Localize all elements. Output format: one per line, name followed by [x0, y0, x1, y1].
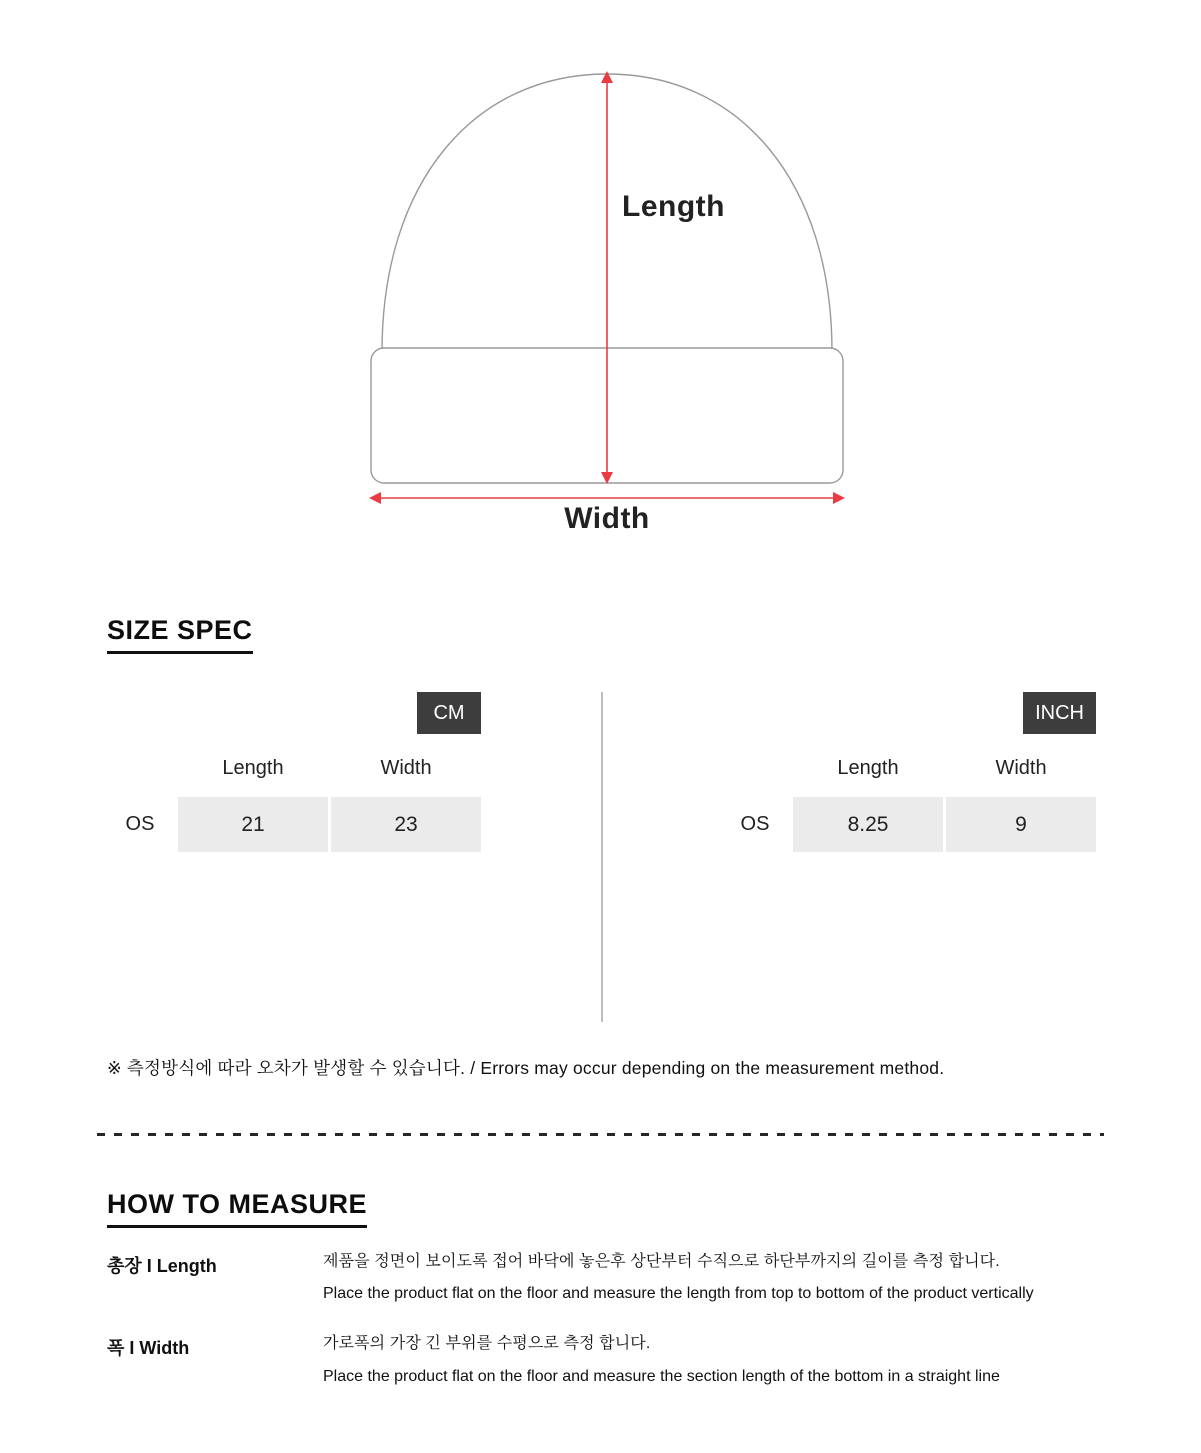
measure-desc-length	[323, 1250, 1034, 1305]
diagram-width-label: Width	[564, 502, 650, 535]
cm-width-value: 23	[331, 797, 481, 852]
inch-row-label-os: OS	[740, 813, 770, 835]
diagram-length-label: Length	[622, 190, 725, 223]
measure-label-length: 총장 I Length	[107, 1256, 217, 1276]
inch-size-table	[720, 692, 1096, 852]
measure-desc-length-ko: 제품을 정면이 보이도록 접어 바닥에 놓은후 상단부터 수직으로 하단부까지의 길이를 측정 합니다.	[323, 1253, 1000, 1270]
measure-row-length	[107, 1250, 1096, 1305]
cm-length-value: 21	[178, 797, 328, 852]
measure-desc-width	[323, 1332, 1000, 1387]
dashed-section-divider	[97, 1133, 1104, 1136]
how-to-measure-list	[107, 1250, 1096, 1388]
beanie-illustration	[368, 70, 846, 510]
inch-table-half	[601, 692, 1097, 1022]
measurement-error-note: ※ 측정방식에 따라 오차가 발생할 수 있습니다. / Errors may occur depending on the measurement method.	[107, 1058, 945, 1078]
size-spec-tables	[105, 692, 1096, 1022]
cm-col-width: Width	[380, 757, 432, 779]
measure-label-width: 폭 I Width	[107, 1338, 190, 1359]
cm-size-table	[105, 692, 481, 852]
size-spec-title: SIZE SPEC	[107, 615, 253, 654]
inch-badge-row	[720, 692, 1096, 734]
inch-unit-badge: INCH	[1023, 692, 1096, 734]
cm-unit-badge: CM	[417, 692, 481, 734]
measure-row-width	[107, 1332, 1096, 1387]
inch-col-length: Length	[837, 757, 899, 779]
inch-table-row-os	[720, 797, 1096, 852]
inch-table-header	[720, 757, 1096, 780]
how-to-measure-title: HOW TO MEASURE	[107, 1189, 367, 1228]
cm-badge-row	[105, 692, 481, 734]
cm-table-header	[105, 757, 481, 780]
measure-desc-width-en: Place the product flat on the floor and measure the section length of the bottom in a straight line	[323, 1367, 1000, 1385]
cm-col-length: Length	[222, 757, 284, 779]
inch-length-value: 8.25	[793, 797, 943, 852]
inch-col-width: Width	[995, 757, 1047, 779]
cm-table-half	[105, 692, 601, 1022]
cm-row-label-os: OS	[125, 813, 155, 835]
inch-width-value: 9	[946, 797, 1096, 852]
cm-table-row-os	[105, 797, 481, 852]
measure-desc-length-en: Place the product flat on the floor and measure the length from top to bottom of the product vertically	[323, 1285, 1034, 1303]
beanie-measure-diagram	[368, 70, 846, 540]
measure-desc-width-ko: 가로폭의 가장 긴 부위를 수평으로 측정 합니다.	[323, 1335, 651, 1353]
